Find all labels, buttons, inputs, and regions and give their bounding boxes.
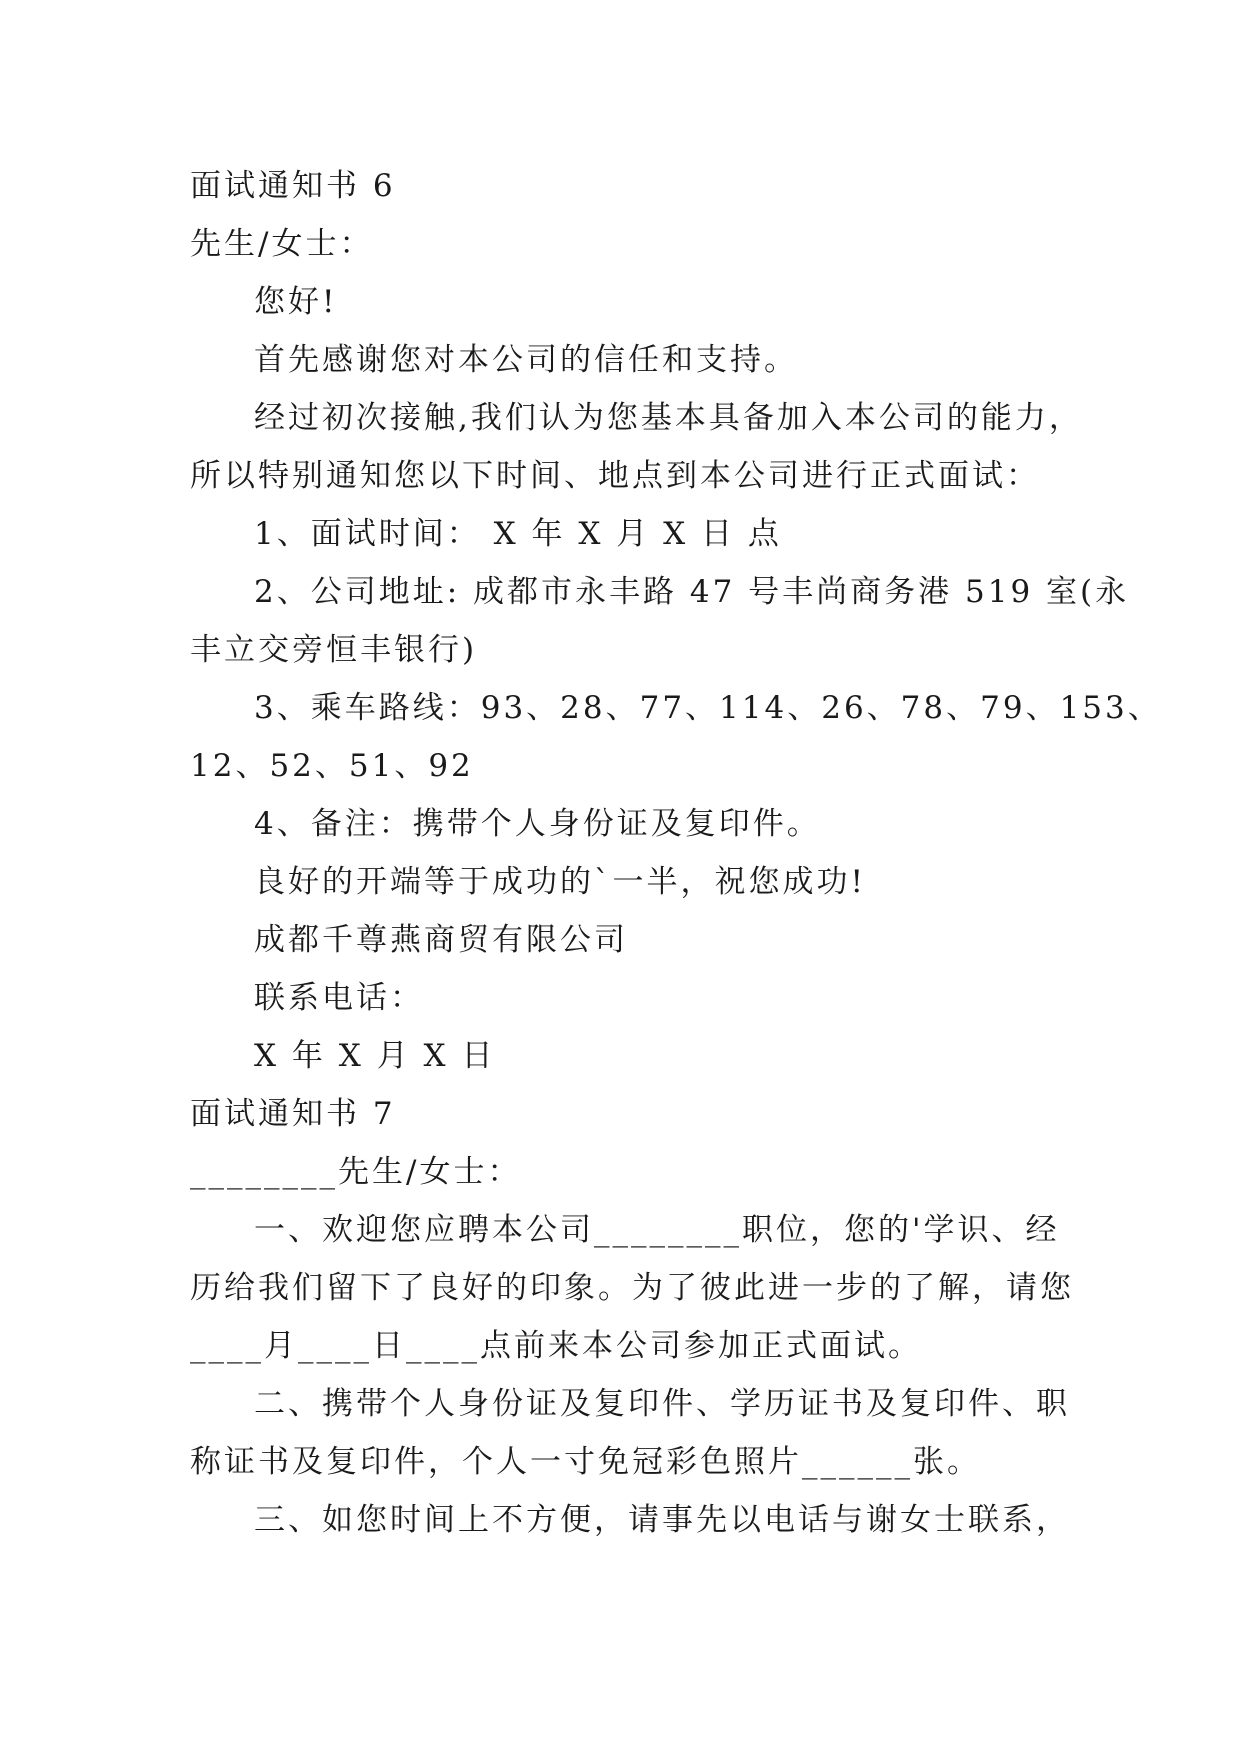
notice6-date: X 年 X 月 X 日 [254,1038,496,1074]
notice7-p1-line1: 一、欢迎您应聘本公司________职位，您的'学识、经 [254,1212,1060,1248]
notice6-title: 面试通知书 6 [190,168,396,204]
notice6-greeting: 您好! [254,284,338,320]
notice6-company: 成都千尊燕商贸有限公司 [254,922,628,958]
notice6-item3-line1: 3、乘车路线：93、28、77、114、26、78、79、153、 [254,690,1162,726]
notice6-item2-line1: 2、公司地址: 成都市永丰路 47 号丰尚商务港 519 室(永 [254,574,1130,610]
notice6-thanks: 首先感谢您对本公司的信任和支持。 [254,342,798,378]
notice6-closing: 良好的开端等于成功的`一半，祝您成功! [254,864,866,900]
notice7-salutation: ________先生/女士： [190,1154,522,1190]
notice6-item3-line2: 12、52、51、92 [190,748,474,784]
notice6-intro-line2: 所以特别通知您以下时间、地点到本公司进行正式面试： [190,458,1040,494]
notice6-item1: 1、面试时间： X 年 X 月 X 日 点 [254,516,782,552]
notice7-title: 面试通知书 7 [190,1096,396,1132]
notice7-p3-line1: 三、如您时间上不方便，请事先以电话与谢女士联系， [254,1502,1070,1538]
notice7-p1-line2: 历给我们留下了良好的印象。为了彼此进一步的了解，请您 [190,1270,1074,1306]
notice6-salutation: 先生/女士： [190,226,374,262]
notice6-phone-label: 联系电话： [254,980,424,1016]
notice7-p2-line1: 二、携带个人身份证及复印件、学历证书及复印件、职 [254,1386,1070,1422]
notice6-item4: 4、备注：携带个人身份证及复印件。 [254,806,821,842]
notice6-item2-line2: 丰立交旁恒丰银行) [190,632,478,668]
notice7-p2-line2: 称证书及复印件，个人一寸免冠彩色照片______张。 [190,1444,981,1480]
notice7-p1-line3: ____月____日____点前来本公司参加正式面试。 [190,1328,922,1364]
notice6-intro-line1: 经过初次接触,我们认为您基本具备加入本公司的能力， [254,400,1083,436]
